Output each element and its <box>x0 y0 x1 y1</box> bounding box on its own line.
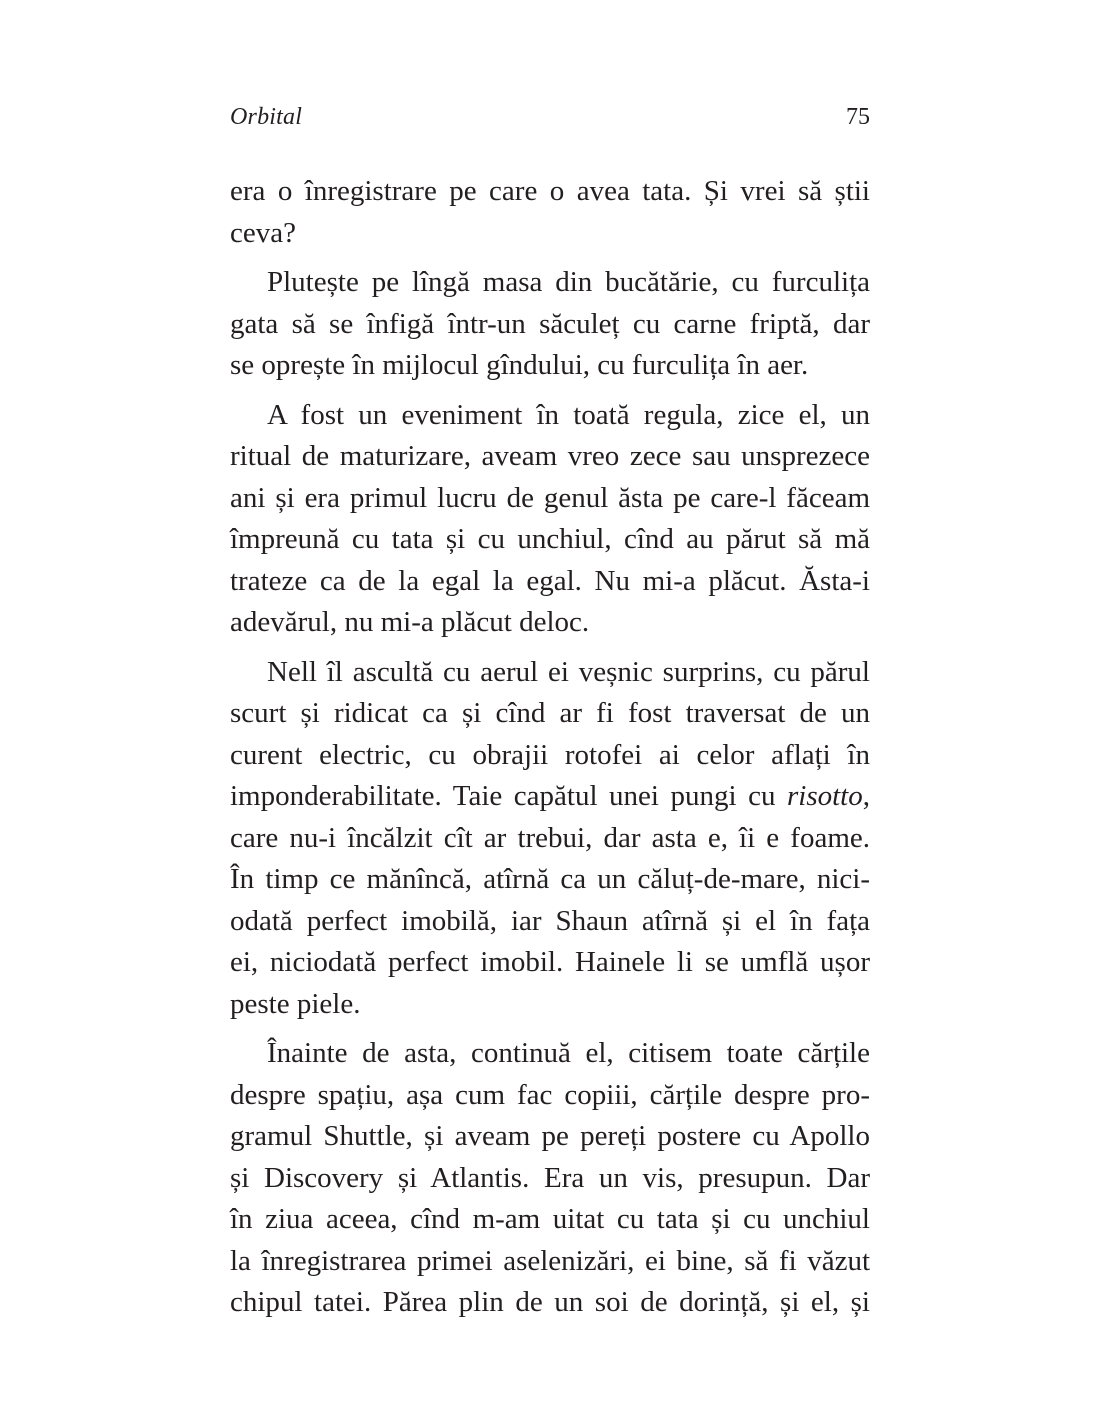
text-line: A fost un eveniment în toată regula, zice el, un <box>267 398 870 431</box>
text-line: care nu-i încălzit cît ar trebui, dar asta e, îi e foame. <box>230 821 870 854</box>
text-line: despre spațiu, așa cum fac copiii, cărțile despre pro- <box>230 1078 870 1111</box>
text-line: era o înregistrare pe care o avea tata. Și vrei să știi <box>230 175 870 207</box>
text-line-with-italic <box>230 776 870 818</box>
text-line: și Discovery și Atlantis. Era un vis, presupun. Dar <box>230 1161 870 1194</box>
page-number: 75 <box>846 104 870 130</box>
paragraph-5 <box>230 1033 870 1324</box>
text-line: curent electric, cu obrajii rotofei ai celor aflați în <box>230 738 870 771</box>
text-line: ani și era primul lucru de genul ăsta pe care-l făceam <box>230 481 870 514</box>
text-line: la înregistrarea primei aselenizări, ei bine, să fi văzut <box>230 1244 870 1277</box>
running-title: Orbital <box>230 104 303 130</box>
text-line: peste piele. <box>230 987 361 1020</box>
body-text <box>230 171 870 1324</box>
text-line: Înainte de asta, continuă el, citisem toate cărțile <box>267 1037 870 1069</box>
text-line: Nell îl ascultă cu aerul ei veșnic surprins, cu părul <box>267 655 870 688</box>
text-line: chipul tatei. Părea plin de un soi de dorință, și el, și <box>230 1286 870 1318</box>
text-line: ritual de maturizare, aveam vreo zece sau unsprezece <box>230 440 870 472</box>
text-segment: imponderabilitate. Taie capătul unei pungi cu <box>230 780 787 812</box>
text-line: Plutește pe lîngă masa din bucătărie, cu furculița <box>267 266 870 298</box>
text-line: scurt și ridicat ca și cînd ar fi fost traversat de un <box>230 697 870 729</box>
text-line: ei, niciodată perfect imobil. Hainele li se umflă ușor <box>230 946 870 978</box>
paragraph-1 <box>230 171 870 254</box>
text-line: ceva? <box>230 216 296 249</box>
text-line: gata să se înfigă într-un săculeț cu carne friptă, dar <box>230 307 870 340</box>
text-line: gramul Shuttle, și aveam pe pereți postere cu Apollo <box>230 1120 870 1152</box>
text-line: împreună cu tata și cu unchiul, cînd au părut să mă <box>230 523 870 555</box>
text-line: trateze ca de la egal la egal. Nu mi-a plăcut. Ăsta-i <box>230 564 870 597</box>
paragraph-3 <box>230 395 870 644</box>
text-line: se oprește în mijlocul gîndului, cu furculița în aer. <box>230 349 809 381</box>
paragraph-2 <box>230 262 870 387</box>
text-line: în ziua aceea, cînd m-am uitat cu tata și cu unchiul <box>230 1203 870 1235</box>
italic-word: risotto <box>787 780 863 812</box>
text-line: odată perfect imobilă, iar Shaun atîrnă și el în fața <box>230 904 870 937</box>
text-segment: , <box>862 780 870 812</box>
text-line: adevărul, nu mi-a plăcut deloc. <box>230 606 590 638</box>
paragraph-4 <box>230 652 870 1026</box>
text-line: În timp ce mănîncă, atîrnă ca un căluț-de-mare, nici- <box>230 863 870 895</box>
